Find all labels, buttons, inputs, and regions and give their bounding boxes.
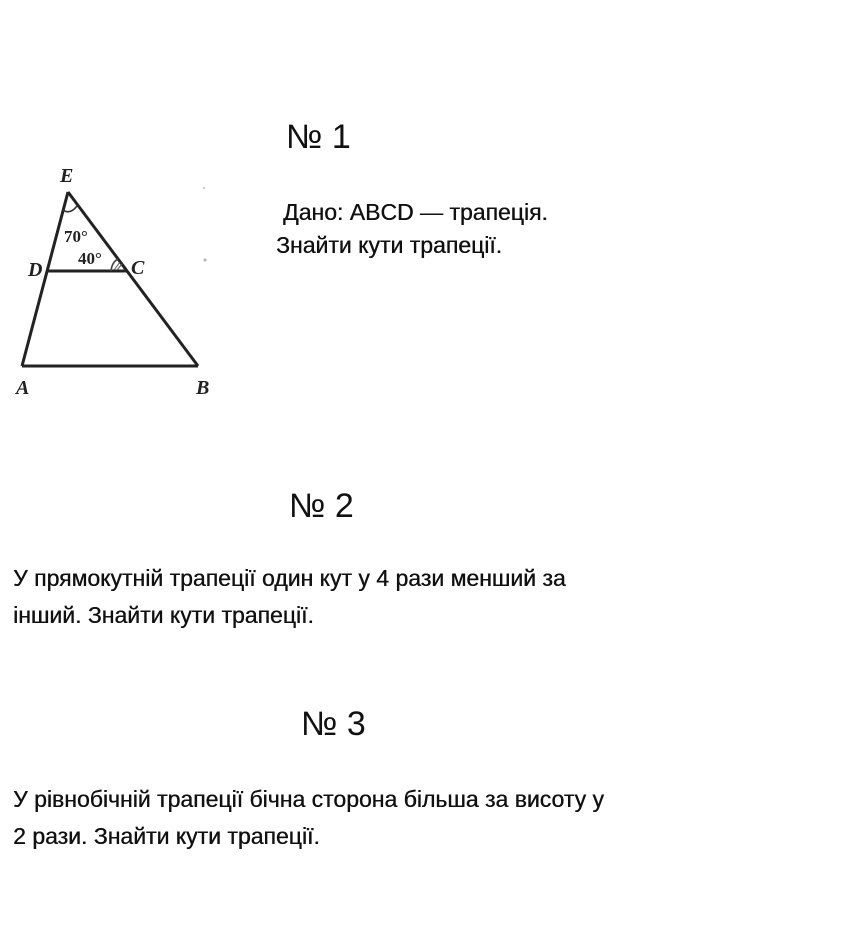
- label-b: B: [196, 377, 210, 399]
- problem1-given: Дано: ABCD — трапеція.: [283, 199, 548, 225]
- problem3-number: № 3: [301, 705, 366, 743]
- problem2-line1: У прямокутній трапеції один кут у 4 рази менший за: [13, 565, 566, 591]
- side-eb: [68, 192, 198, 366]
- label-e: E: [60, 165, 74, 187]
- problem2-line2: інший. Знайти кути трапеції.: [13, 602, 314, 628]
- label-d: D: [28, 259, 43, 281]
- problem3-line2: 2 рази. Знайти кути трапеції.: [13, 823, 320, 849]
- angle-label-70: 70°: [64, 227, 88, 246]
- label-a: A: [16, 377, 30, 399]
- trapezoid-figure: [8, 158, 233, 408]
- problem2-number: № 2: [289, 487, 354, 525]
- problem3-line1: У рівнобічній трапеції бічна сторона більша за висоту у: [13, 786, 604, 812]
- problem1-find: Знайти кути трапеції.: [276, 232, 503, 258]
- problem1-number: № 1: [286, 118, 351, 156]
- label-c: C: [131, 257, 145, 279]
- angle-label-40: 40°: [78, 249, 102, 268]
